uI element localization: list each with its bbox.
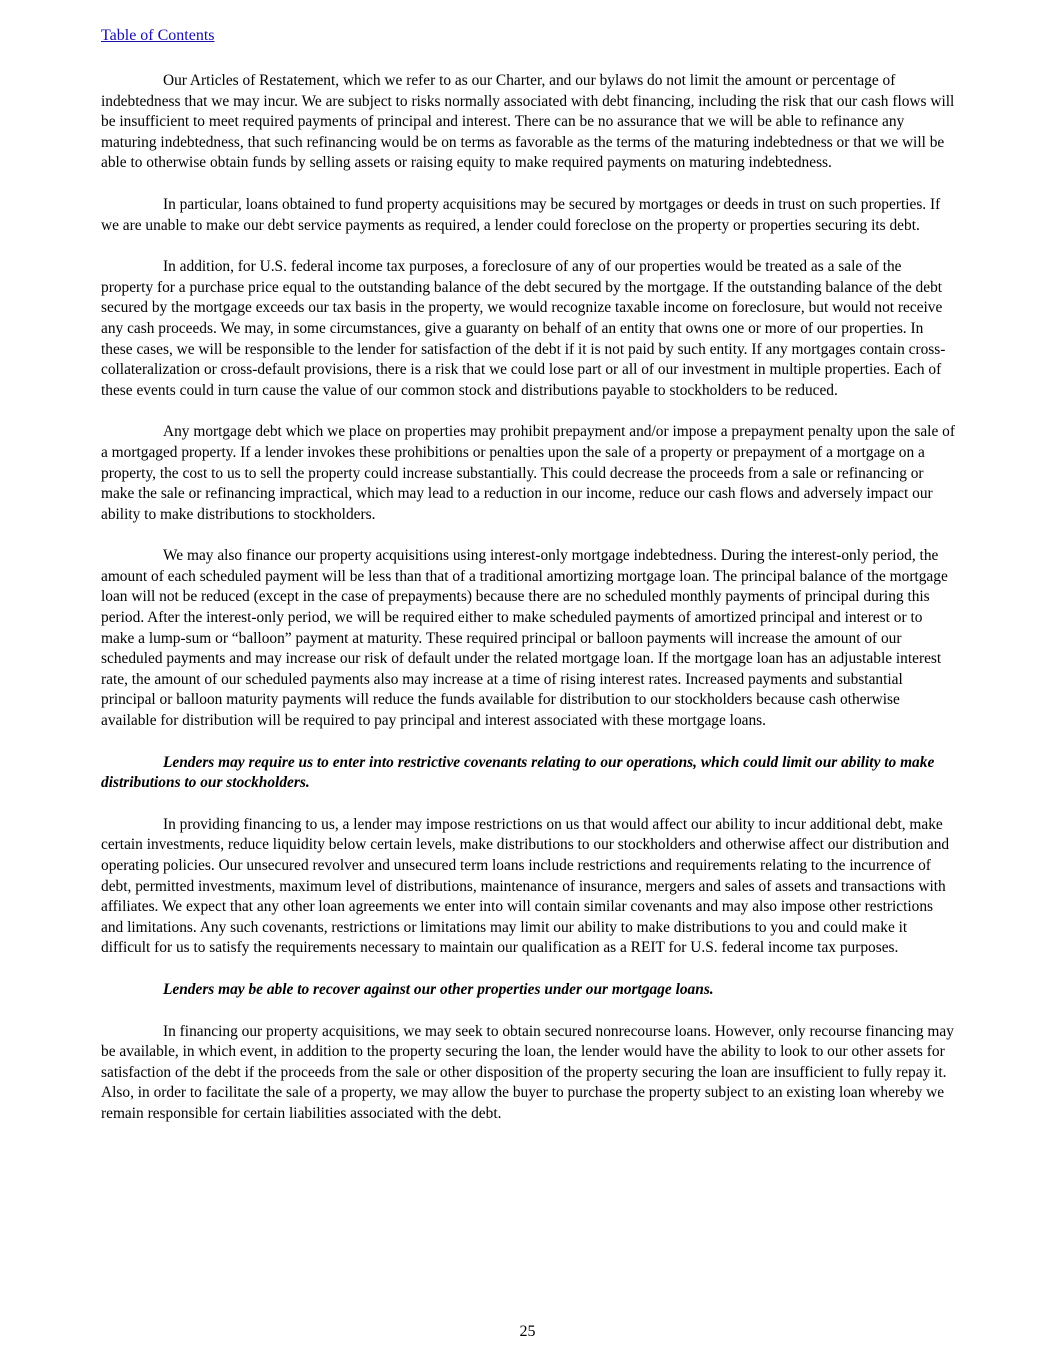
paragraph-lender-restrictions: In providing financing to us, a lender may impose restrictions on us that would affect our ability to incur additional debt, make certain investments, reduce liquidity below certain levels, make distributions to our stockholders and otherwise affect our distribution and operating policies. Our unsecured revolver and unsecured term loans include restrictions and requirements relating to the incurrence of debt, permitted investments, maximum level of distributions, maintenance of insurance, mergers and sales of assets and transactions with affiliates. We expect that any other loan agreements we enter into will contain similar covenants and may also impose other restrictions and limitations. Any such covenants, restrictions or limitations may limit our ability to make distributions to you and could make it difficult for us to satisfy the requirements necessary to maintain our qualification as a REIT for U.S. federal income tax purposes. xyxy=(101,815,950,957)
paragraph-foreclosure-tax: In addition, for U.S. federal income tax purposes, a foreclosure of any of our properties would be treated as a sale of the property for a purchase price equal to the outstanding balance of the debt secured by the mortgage. If the outstanding balance of the debt secured by the mortgage exceeds our tax basis in the property, we would recognize taxable income on foreclosure, but would not receive any cash proceeds. We may, in some circumstances, give a guaranty on behalf of an entity that owns one or more of our properties. In these cases, we will be responsible to the lender for satisfaction of the debt if it is not paid by such entity. If any mortgages contain cross-collateralization or cross-default provisions, there is a risk that we could lose part or all of our investment in multiple properties. Each of these events could in turn cause the value of our common stock and distributions payable to stockholders to be reduced. xyxy=(101,258,946,399)
paragraph-prepayment-penalty: Any mortgage debt which we place on properties may prohibit prepayment and/or impose a prepayment penalty upon the sale of a mortgaged property. If a lender invokes these prohibitions or penalties upon the sale of a property or prepayment of a mortgage on a property, the cost to us to sell the property could increase substantially. This could decrease the proceeds from a sale or refinancing or make the sale or refinancing impractical, which may lead to a reduction in our income, reduce our cash flows and adversely impact our ability to make distributions to stockholders. xyxy=(101,423,955,523)
paragraph-debt-financing-risk: Our Articles of Restatement, which we refer to as our Charter, and our bylaws do not limit the amount or percentage of indebtedness that we may incur. We are subject to risks normally associated with debt financing, including the risk that our cash flows will be insufficient to meet required payments of principal and interest. There can be no assurance that we will be able to refinance any maturing indebtedness, that such refinancing would be on terms as favorable as the terms of the maturing indebtedness or that we will be able to otherwise obtain funds by selling assets or raising equity to make required payments on maturing indebtedness. xyxy=(101,72,955,172)
heading-recourse-loans: Lenders may be able to recover against our other properties under our mortgage loans. xyxy=(163,980,714,998)
paragraph-secured-loans: In particular, loans obtained to fund property acquisitions may be secured by mortgages or deeds in trust on such properties. If we are unable to make our debt service payments as required, a lender could foreclose on the property or properties securing its debt. xyxy=(101,195,941,234)
paragraph-interest-only-debt: We may also finance our property acquisitions using interest-only mortgage indebtedness. During the interest-only period, the amount of each scheduled payment will be less than that of a traditional amortizing mortgage loan. The principal balance of the mortgage loan will not be reduced (except in the case of prepayments) because there are no scheduled monthly payments of principal during this period. After the interest-only period, we will be required either to make scheduled payments of amortized principal and interest or to make a lump-sum or “balloon” payment at maturity. These required principal or balloon payments will increase the amount of our scheduled payments and may increase our risk of default under the related mortgage loan. If the mortgage loan has an adjustable interest rate, the amount of our scheduled payments also may increase at a time of rising interest rates. Increased payments and substantial principal or balloon maturity payments will reduce the funds available for distribution to our stockholders because cash otherwise available for distribution will be required to pay principal and interest associated with these mortgage loans. xyxy=(101,547,948,730)
heading-restrictive-covenants: Lenders may require us to enter into restrictive covenants relating to our operations, which could limit our ability to make distributions to our stockholders. xyxy=(101,753,935,792)
document-page xyxy=(101,26,956,1125)
page-number: 25 xyxy=(519,1323,536,1340)
table-of-contents-link[interactable]: Table of Contents xyxy=(101,27,215,44)
paragraph-recourse-financing: In financing our property acquisitions, we may seek to obtain secured nonrecourse loans. However, only recourse financing may be available, in which event, in addition to the property securing the loan, the lender would have the ability to look to our other assets for satisfaction of the debt if the proceeds from the sale or other disposition of the property securing the loan are insufficient to fully repay it. Also, in order to facilitate the sale of a property, we may allow the buyer to purchase the property subject to an existing loan whereby we remain responsible for certain liabilities associated with the debt. xyxy=(101,1022,954,1122)
